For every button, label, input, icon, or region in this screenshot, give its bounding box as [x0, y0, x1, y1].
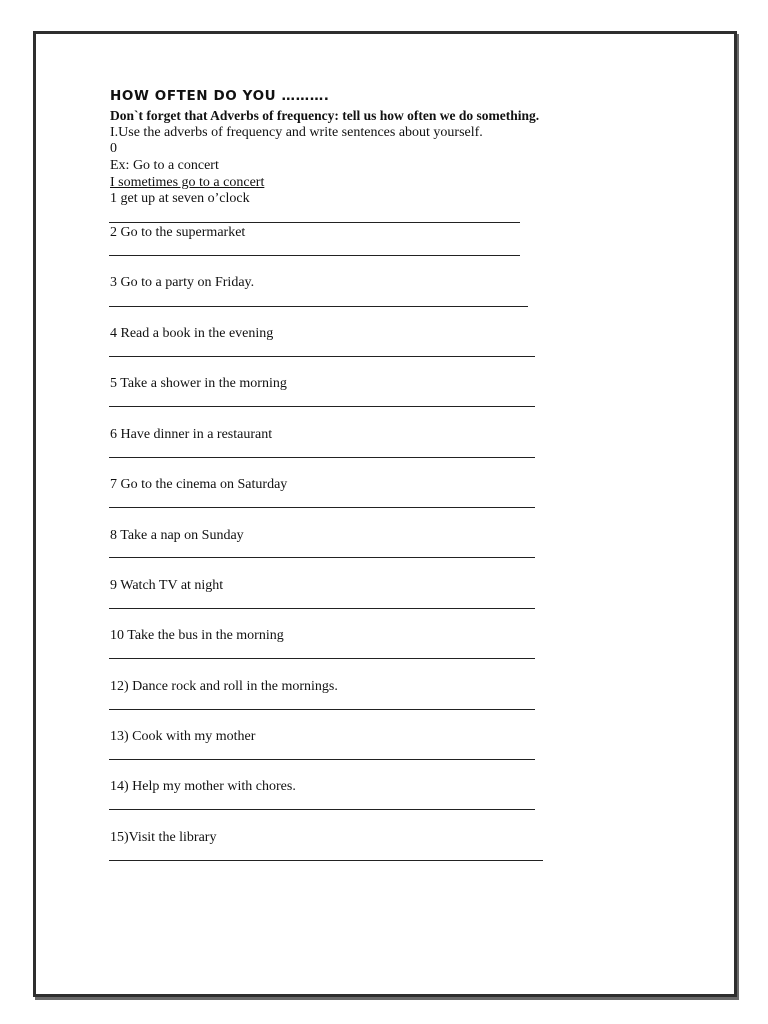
item-1-answer-line[interactable] [109, 222, 520, 223]
item-2-prompt: 2 Go to the supermarket [110, 225, 246, 240]
item-4-answer-line[interactable] [109, 356, 535, 357]
item-13-prompt: 13) Cook with my mother [110, 729, 256, 744]
item-3-prompt: 3 Go to a party on Friday. [110, 275, 255, 290]
item-15-prompt: 15)Visit the library [110, 830, 217, 845]
example-number: 0 [110, 141, 117, 156]
item-12-prompt: 12) Dance rock and roll in the mornings. [110, 679, 338, 694]
item-10-answer-line[interactable] [109, 658, 535, 659]
item-9-prompt: 9 Watch TV at night [110, 578, 224, 593]
item-3-answer-line[interactable] [109, 306, 528, 307]
example-prompt: Ex: Go to a concert [110, 158, 219, 173]
worksheet-title: HOW OFTEN DO YOU ………. [110, 88, 330, 104]
instruction-text: I.Use the adverbs of frequency and write sentences about yourself. [110, 125, 483, 140]
item-7-answer-line[interactable] [109, 507, 535, 508]
item-5-answer-line[interactable] [109, 406, 535, 407]
item-15-answer-line[interactable] [109, 860, 543, 861]
item-6-answer-line[interactable] [109, 457, 535, 458]
example-answer: I sometimes go to a concert [110, 175, 265, 190]
item-6-prompt: 6 Have dinner in a restaurant [110, 427, 273, 442]
item-5-prompt: 5 Take a shower in the morning [110, 376, 287, 391]
item-12-answer-line[interactable] [109, 709, 535, 710]
item-2-answer-line[interactable] [109, 255, 520, 256]
item-8-answer-line[interactable] [109, 557, 535, 558]
item-10-prompt: 10 Take the bus in the morning [110, 628, 284, 643]
item-14-answer-line[interactable] [109, 809, 535, 810]
item-8-prompt: 8 Take a nap on Sunday [110, 528, 244, 543]
item-9-answer-line[interactable] [109, 608, 535, 609]
item-14-prompt: 14) Help my mother with chores. [110, 779, 296, 794]
item-13-answer-line[interactable] [109, 759, 535, 760]
reminder-text: Don`t forget that Adverbs of frequency: tell us how often we do something. [110, 108, 540, 123]
item-1-prompt: 1 get up at seven o’clock [110, 191, 250, 206]
item-7-prompt: 7 Go to the cinema on Saturday [110, 477, 288, 492]
item-4-prompt: 4 Read a book in the evening [110, 326, 274, 341]
